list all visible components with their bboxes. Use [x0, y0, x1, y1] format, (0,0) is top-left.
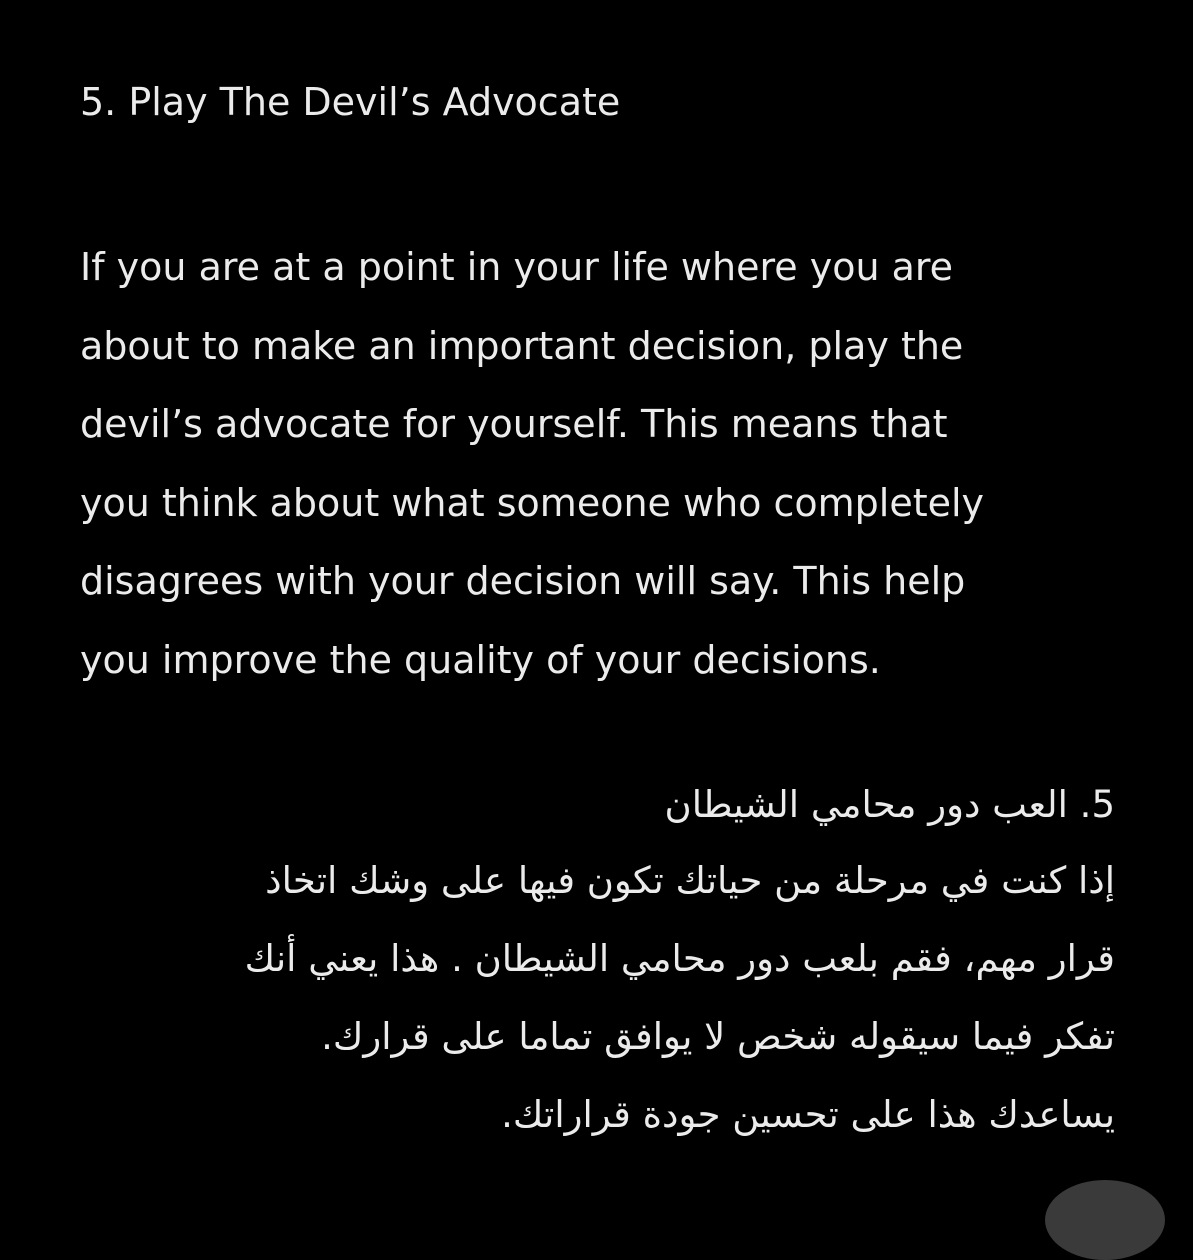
paragraph-line: If you are at a point in your life where you are — [80, 245, 954, 289]
paragraph-line: disagrees with your decision will say. This help — [80, 559, 966, 603]
arabic-line: تفكر فيما سيقوله شخص لا يوافق تماما على قرارك. — [321, 1015, 1115, 1058]
paragraph-line: devil’s advocate for yourself. This means that — [80, 402, 948, 446]
arabic-translation — [80, 768, 1115, 1154]
english-paragraph — [80, 228, 1120, 699]
arabic-line: يساعدك هذا على تحسين جودة قراراتك. — [501, 1093, 1115, 1136]
paragraph-line: you think about what someone who completely — [80, 480, 985, 525]
scroll-indicator[interactable] — [1045, 1180, 1165, 1260]
paragraph-line: about to make an important decision, play the — [80, 323, 964, 368]
section-heading: 5. Play The Devil’s Advocate — [80, 80, 621, 124]
paragraph-line: you improve the quality of your decisions. — [80, 637, 881, 682]
arabic-heading: 5. العب دور محامي الشيطان — [664, 783, 1115, 826]
arabic-line: قرار مهم، فقم بلعب دور محامي الشيطان . هذا يعني أنك — [244, 937, 1115, 980]
arabic-line: إذا كنت في مرحلة من حياتك تكون فيها على وشك اتخاذ — [265, 859, 1115, 902]
